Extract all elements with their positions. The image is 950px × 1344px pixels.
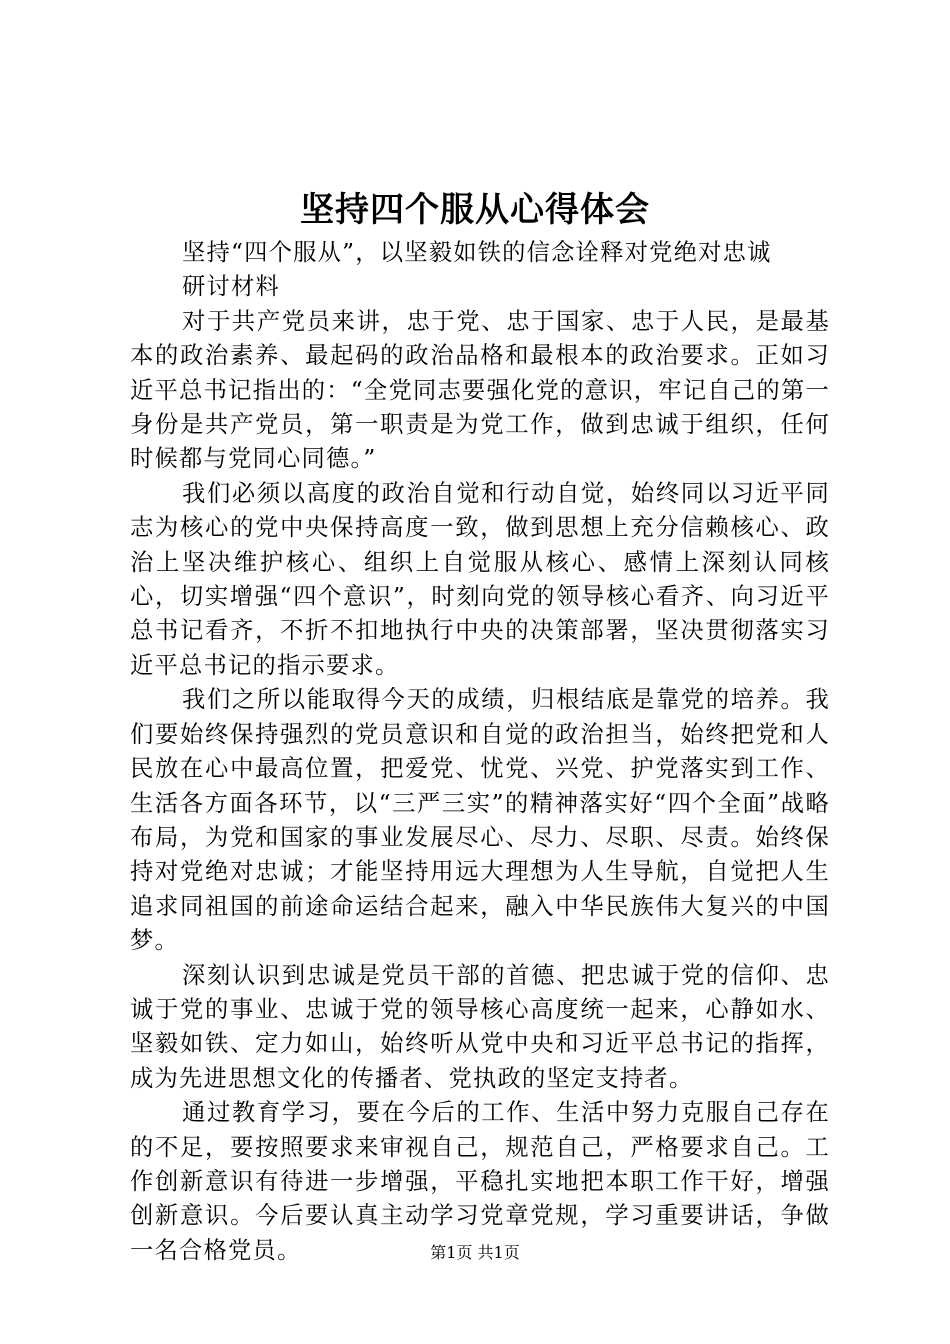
paragraph-1: 对于共产党员来讲，忠于党、忠于国家、忠于人民，是最基本的政治素养、最起码的政治品格和最根本的政治要求。正如习近平总书记指出的：“全党同志要强化党的意识，牢记自己的第一身份是共产党员，第一职责是为党工作，做到忠诚于组织，任何时候都与党同心同德。”	[130, 307, 830, 473]
subtitle-line-2: 研讨材料	[182, 273, 280, 301]
subtitle-line-1: 坚持“四个服从”，以坚毅如铁的信念诠释对党绝对忠诚	[182, 239, 772, 266]
document-title: 坚持四个服从心得体会	[300, 190, 650, 230]
paragraph-3: 我们之所以能取得今天的成绩，归根结底是靠党的培养。我们要始终保持强烈的党员意识和自觉的政治担当，始终把党和人民放在心中最高位置，把爱党、忧党、兴党、护党落实到工作、生活各方面各环节，以“三严三实”的精神落实好“四个全面”战略布局，为党和国家的事业发展尽心、尽力、尽职、尽责。始终保持对党绝对忠诚；才能坚持用远大理想为人生导航，自觉把人生追求同祖国的前途命运结合起来，融入中华民族伟大复兴的中国梦。	[130, 686, 830, 955]
paragraph-2: 我们必须以高度的政治自觉和行动自觉，始终同以习近平同志为核心的党中央保持高度一致，做到思想上充分信赖核心、政治上坚决维护核心、组织上自觉服从核心、感情上深刻认同核心，切实增强“四个意识”，时刻向党的领导核心看齐、向习近平总书记看齐，不折不扣地执行中央的决策部署，坚决贯彻落实习近平总书记的指示要求。	[130, 479, 830, 679]
paragraph-4: 深刻认识到忠诚是党员干部的首德、把忠诚于党的信仰、忠诚于党的事业、忠诚于党的领导核心高度统一起来，心静如水、坚毅如铁、定力如山，始终听从党中央和习近平总书记的指挥，成为先进思想文化的传播者、党执政的坚定支持者。	[130, 961, 830, 1092]
page-footer: 第1页 共1页	[430, 1243, 520, 1262]
document-body	[130, 236, 830, 1268]
paragraph-5: 通过教育学习，要在今后的工作、生活中努力克服自己存在的不足，要按照要求来审视自己，规范自己，严格要求自己。工作创新意识有待进一步增强，平稳扎实地把本职工作干好，增强创新意识。今后要认真主动学习党章党规，学习重要讲话，争做一名合格党员。	[130, 1099, 830, 1264]
